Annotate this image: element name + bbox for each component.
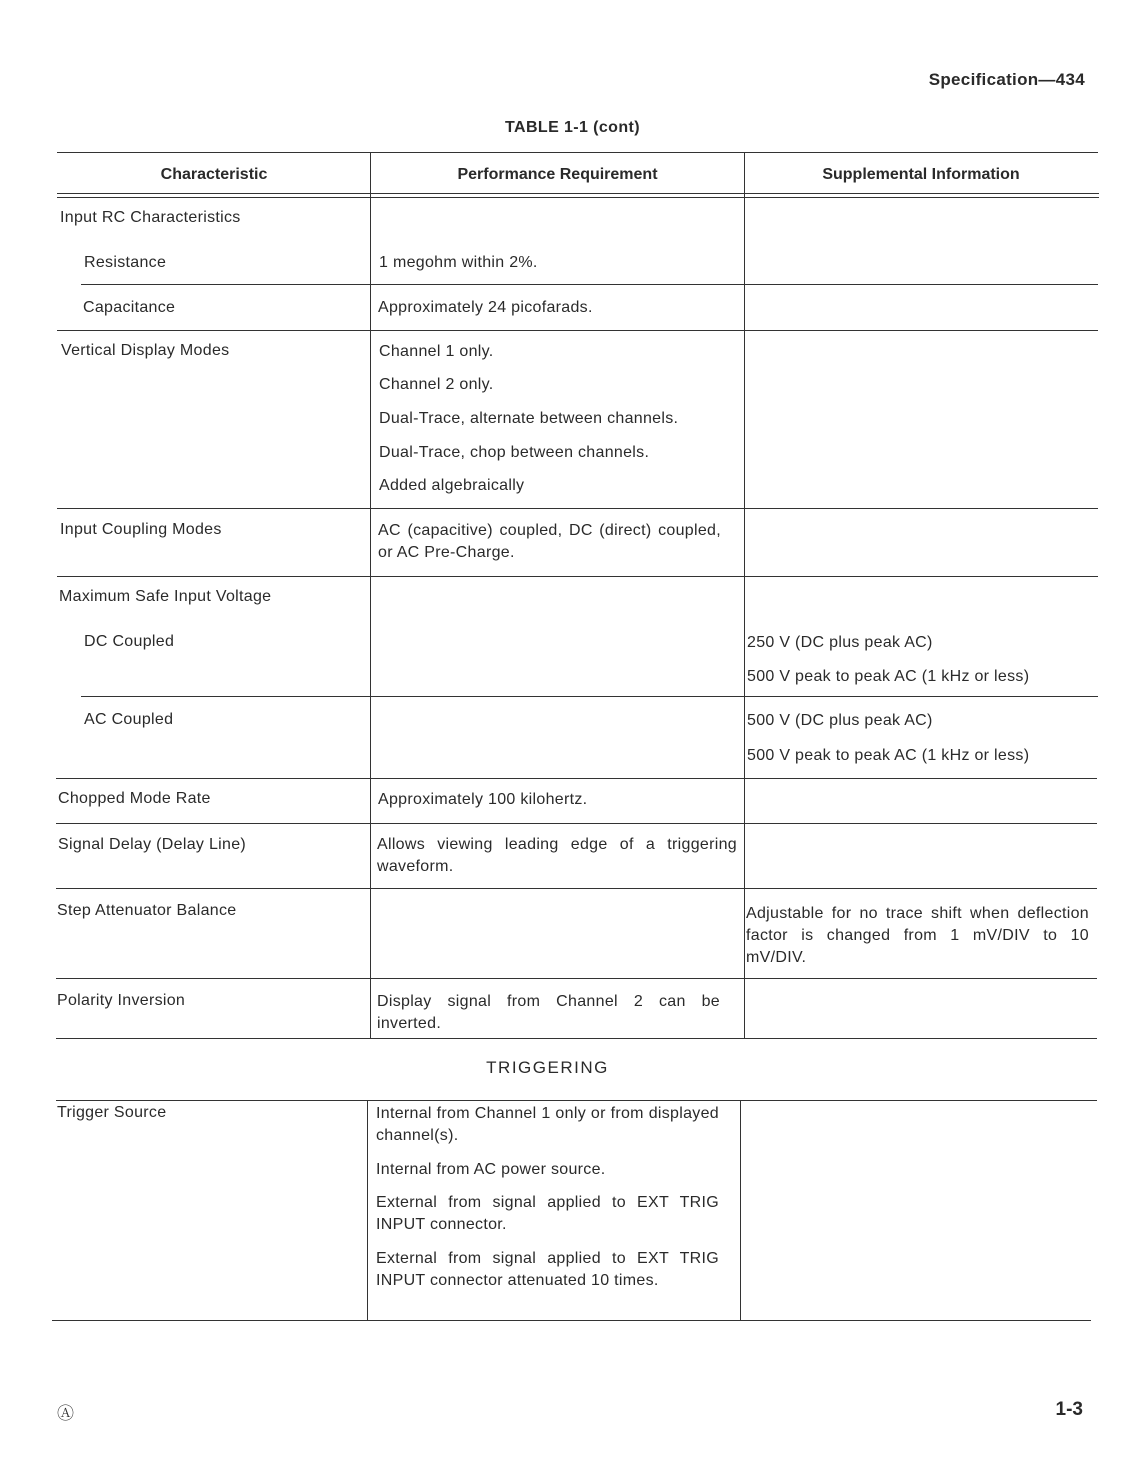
row-rule [57, 508, 1098, 509]
characteristic-polarity-inversion: Polarity Inversion [57, 992, 186, 1009]
column-header-characteristic: Characteristic [160, 166, 268, 183]
supplemental-ac-coupled: 500 V peak to peak AC (1 kHz or less) [747, 747, 1030, 764]
characteristic-ac-coupled: AC Coupled [84, 711, 174, 728]
supplemental-step-attenuator: Adjustable for no trace shift when deflection factor is changed from 1 mV/DIV to 10 mV/DIV. [746, 905, 1089, 966]
trigger-table-bottom-rule [52, 1320, 1091, 1321]
characteristic-signal-delay: Signal Delay (Delay Line) [58, 836, 247, 853]
performance-chopped-mode-rate: Approximately 100 kilohertz. [378, 791, 588, 808]
characteristic-trigger-source: Trigger Source [57, 1104, 167, 1121]
row-rule [57, 330, 1098, 331]
running-title: Specification—434 [928, 70, 1085, 89]
performance-resistance: 1 megohm within 2%. [379, 254, 538, 271]
row-rule [81, 696, 1098, 697]
characteristic-max-safe-input: Maximum Safe Input Voltage [59, 588, 272, 605]
revision-mark: Ⓐ [57, 1404, 74, 1423]
performance-vertical-mode: Channel 2 only. [379, 376, 494, 393]
trigger-col-divider-1 [367, 1100, 368, 1320]
performance-vertical-mode: Added algebraically [379, 477, 525, 494]
column-header-performance: Performance Requirement [457, 166, 658, 183]
characteristic-input-coupling: Input Coupling Modes [60, 521, 222, 538]
performance-input-coupling: AC (capacitive) coupled, DC (direct) coupled, or AC Pre-Charge. [378, 522, 721, 561]
supplemental-dc-coupled: 250 V (DC plus peak AC) [747, 634, 933, 651]
header-bottom-rule [57, 193, 1099, 194]
row-rule [81, 284, 1098, 285]
trigger-col-divider-2 [740, 1100, 741, 1320]
performance-trigger-source: External from signal applied to EXT TRIG INPUT connector attenuated 10 times. [376, 1250, 719, 1289]
col-divider-1 [370, 152, 371, 1039]
characteristic-step-attenuator: Step Attenuator Balance [57, 902, 237, 919]
col-divider-2 [744, 152, 745, 1039]
supplemental-dc-coupled: 500 V peak to peak AC (1 kHz or less) [747, 668, 1030, 685]
characteristic-resistance: Resistance [84, 254, 167, 271]
table-title: TABLE 1-1 (cont) [505, 119, 640, 136]
page-number: 1-3 [1055, 1399, 1083, 1420]
section-title-triggering: TRIGGERING [486, 1058, 609, 1077]
table-section-bottom-rule [56, 1038, 1097, 1039]
row-rule [56, 778, 1097, 779]
performance-capacitance: Approximately 24 picofarads. [378, 299, 593, 316]
performance-trigger-source: Internal from Channel 1 only or from displayed channel(s). [376, 1105, 719, 1144]
characteristic-capacitance: Capacitance [83, 299, 176, 316]
performance-vertical-mode: Channel 1 only. [379, 343, 494, 360]
performance-vertical-mode: Dual-Trace, chop between channels. [379, 444, 650, 461]
header-bottom-rule-2 [57, 197, 1099, 198]
characteristic-chopped-mode-rate: Chopped Mode Rate [58, 790, 211, 807]
characteristic-input-rc: Input RC Characteristics [60, 209, 241, 226]
performance-polarity-inversion: Display signal from Channel 2 can be inverted. [377, 993, 720, 1032]
performance-trigger-source: Internal from AC power source. [376, 1161, 606, 1178]
column-header-supplemental: Supplemental Information [822, 166, 1020, 183]
performance-trigger-source: External from signal applied to EXT TRIG INPUT connector. [376, 1194, 719, 1233]
characteristic-vertical-display-modes: Vertical Display Modes [61, 342, 230, 359]
row-rule [56, 978, 1097, 979]
row-rule [56, 823, 1097, 824]
supplemental-ac-coupled: 500 V (DC plus peak AC) [747, 712, 933, 729]
trigger-table-top-rule [56, 1100, 1097, 1101]
row-rule [57, 576, 1098, 577]
row-rule [56, 888, 1097, 889]
characteristic-dc-coupled: DC Coupled [84, 633, 175, 650]
table-top-rule [57, 152, 1098, 153]
performance-signal-delay: Allows viewing leading edge of a triggering waveform. [377, 836, 737, 875]
performance-vertical-mode: Dual-Trace, alternate between channels. [379, 410, 679, 427]
